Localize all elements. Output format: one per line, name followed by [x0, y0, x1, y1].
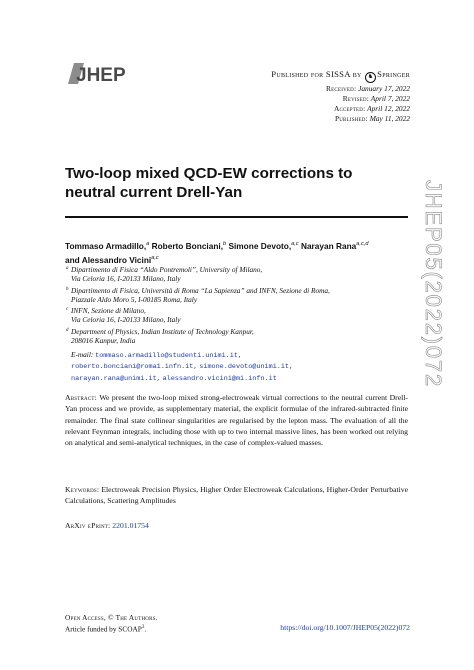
abstract	[65, 392, 408, 448]
author-list	[65, 238, 415, 266]
funding-text: Article funded by SCOAP	[65, 624, 142, 634]
author: Narayan Rana$^{a,c,d}$	[300, 240, 369, 251]
keywords-text: Electroweak Precision Physics, Higher Order Electroweak Calculations, Higher-Order Perturbative Calculations, Scattering Amplitudes	[65, 485, 409, 506]
author: Tommaso Armadillo,$^a$	[65, 240, 150, 251]
affiliation: a Dipartimento di Fisica “Aldo Pontremoli”, University of Milano, Via Celoria 16, I-20133 Milano, Italy	[66, 265, 263, 284]
date-accepted: Accepted: April 12, 2022	[333, 104, 410, 113]
author: Roberto Bonciani,$^b$	[151, 240, 227, 251]
affiliation: c INFN, Sezione di Milano, Via Celoria 16, I-20133 Milano, Italy	[66, 306, 181, 325]
paper-title: Two-loop mixed QCD-EW corrections to neutral current Drell-Yan	[65, 165, 353, 201]
jhep-logo	[64, 60, 142, 86]
email-link[interactable]: narayan.rana@unimi.it,	[71, 374, 161, 383]
doi-link[interactable]: https://doi.org/10.1007/JHEP05(2022)072	[280, 623, 410, 632]
keywords	[65, 484, 408, 507]
arxiv-eprint	[65, 521, 149, 530]
journal-sidebar-id	[418, 180, 448, 600]
affiliation: d Department of Physics, Indian Institute of Technology Kanpur, 208016 Kanpur, India	[66, 326, 254, 346]
affiliations	[66, 265, 416, 347]
email-link[interactable]: simone.devoto@unimi.it,	[199, 363, 294, 372]
author: Simone Devoto,$^{a,c}$	[228, 240, 299, 251]
email-label: E-mail:	[71, 350, 94, 359]
title-rule	[65, 216, 408, 218]
affiliation: b Dipartimento di Fisica, Università di Roma “La Sapienza” and INFN, Sezione di Roma, Piazzale Aldo Moro 5, I-00185 Roma, Italy	[66, 285, 330, 304]
eprint-label: ArXiv ePrint:	[65, 521, 111, 530]
publisher-line	[271, 69, 410, 83]
keywords-label: Keywords:	[65, 485, 100, 494]
open-access-note: Open Access, © The Authors. Article funded by SCOAP$^3$.	[65, 613, 158, 634]
email-link[interactable]: alessandro.vicini@mi.infn.it	[162, 374, 277, 383]
date-published: Published: May 11, 2022	[334, 114, 410, 123]
abstract-label: Abstract:	[65, 393, 97, 402]
email-block	[71, 350, 421, 384]
open-access-text: Open Access, © The Authors.	[65, 613, 158, 622]
date-revised: Revised: April 7, 2022	[342, 94, 410, 103]
logo-text: JHEP	[76, 65, 126, 86]
date-received: Received: January 17, 2022	[326, 84, 410, 93]
email-link[interactable]: roberto.bonciani@roma1.infn.it,	[71, 363, 198, 372]
arxiv-link[interactable]: 2201.01754	[112, 521, 149, 530]
publisher-prefix: Published for SISSA by	[271, 69, 362, 79]
publisher-name: Springer	[377, 69, 410, 79]
springer-horse-icon: ♞	[365, 72, 376, 83]
article-dates	[326, 84, 410, 124]
abstract-text: We present the two-loop mixed strong-electroweak virtual corrections to the neutral current Drell-Yan process and we provide, as supplementary material, the explicit formulae of the infrared-subtracted finite remainder. The final state collinear singularities are regularised by the lepton mass. The evaluation of all the relevant Feynman integrals, including those with up to two internal massive lines, has been worked out relying on analytical and semi-analytical techniques, in the case of complex-valued masses.	[65, 393, 408, 448]
author: and Alessandro Vicini$^{a,c}$	[65, 254, 159, 265]
email-link[interactable]: tommaso.armadillo@studenti.unimi.it,	[95, 352, 242, 360]
sidebar-text: JHEP05(2022)072	[421, 180, 446, 389]
